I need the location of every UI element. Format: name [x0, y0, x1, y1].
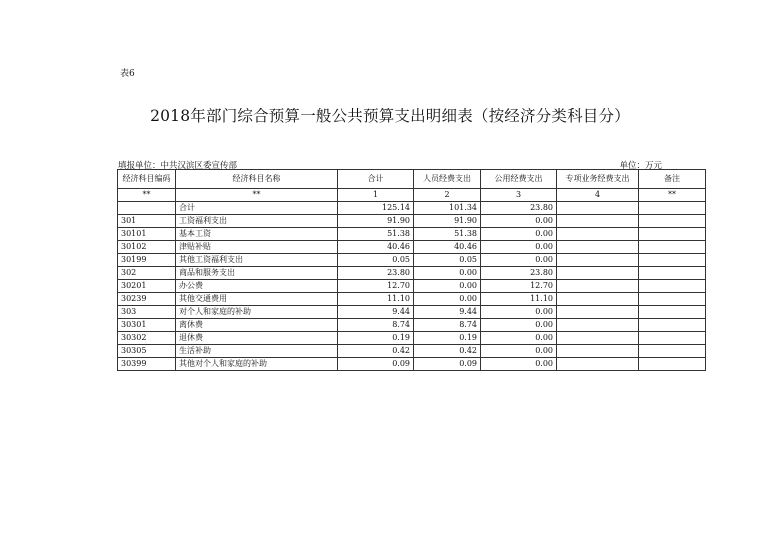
code-cell: 30199	[118, 254, 176, 267]
name-cell: 其他对个人和家庭的补助	[176, 358, 338, 371]
header-cell: 人员经费支出	[414, 170, 481, 189]
total-cell: 91.90	[338, 215, 414, 228]
note-cell	[639, 332, 706, 345]
total-cell: 51.38	[338, 228, 414, 241]
personnel-cell: 0.19	[414, 332, 481, 345]
name-cell: 商品和服务支出	[176, 267, 338, 280]
special-cell	[557, 241, 639, 254]
personnel-cell: 0.00	[414, 293, 481, 306]
note-cell	[639, 267, 706, 280]
special-cell	[557, 202, 639, 215]
expenditure-table	[117, 169, 706, 371]
name-cell: 离休费	[176, 319, 338, 332]
total-cell: 125.14	[338, 202, 414, 215]
table-row	[118, 280, 706, 293]
table-row	[118, 319, 706, 332]
public-cell: 0.00	[481, 228, 557, 241]
code-cell	[118, 202, 176, 215]
special-cell	[557, 306, 639, 319]
code-cell: 30102	[118, 241, 176, 254]
name-cell: 其他工资福利支出	[176, 254, 338, 267]
code-cell: 30302	[118, 332, 176, 345]
header-cell: 备注	[639, 170, 706, 189]
table-row	[118, 202, 706, 215]
name-cell: 对个人和家庭的补助	[176, 306, 338, 319]
index-cell: **	[176, 189, 338, 202]
note-cell	[639, 345, 706, 358]
header-cell: 合计	[338, 170, 414, 189]
public-cell: 0.00	[481, 319, 557, 332]
table-row	[118, 241, 706, 254]
header-cell: 专项业务经费支出	[557, 170, 639, 189]
special-cell	[557, 358, 639, 371]
personnel-cell: 0.00	[414, 280, 481, 293]
table-row	[118, 332, 706, 345]
note-cell	[639, 228, 706, 241]
note-cell	[639, 202, 706, 215]
index-cell: **	[639, 189, 706, 202]
note-cell	[639, 280, 706, 293]
table-number: 表6	[120, 69, 135, 79]
index-row	[118, 189, 706, 202]
total-cell: 23.80	[338, 267, 414, 280]
public-cell: 0.00	[481, 215, 557, 228]
public-cell: 0.00	[481, 332, 557, 345]
note-cell	[639, 254, 706, 267]
personnel-cell: 40.46	[414, 241, 481, 254]
table-row	[118, 228, 706, 241]
index-cell: 2	[414, 189, 481, 202]
special-cell	[557, 280, 639, 293]
table-row	[118, 215, 706, 228]
name-cell: 工资福利支出	[176, 215, 338, 228]
total-cell: 0.05	[338, 254, 414, 267]
currency-unit: 单位：万元	[619, 161, 662, 171]
code-cell: 30305	[118, 345, 176, 358]
public-cell: 23.80	[481, 267, 557, 280]
table-row	[118, 254, 706, 267]
total-cell: 0.09	[338, 358, 414, 371]
total-cell: 0.42	[338, 345, 414, 358]
public-cell: 0.00	[481, 254, 557, 267]
header-cell: 公用经费支出	[481, 170, 557, 189]
personnel-cell: 8.74	[414, 319, 481, 332]
name-cell: 津贴补贴	[176, 241, 338, 254]
index-cell: 4	[557, 189, 639, 202]
code-cell: 301	[118, 215, 176, 228]
reporting-unit: 填报单位：中共汉滨区委宣传部	[118, 161, 238, 171]
page-title: 2018年部门综合预算一般公共预算支出明细表（按经济分类科目分）	[150, 107, 630, 125]
personnel-cell: 0.05	[414, 254, 481, 267]
total-cell: 11.10	[338, 293, 414, 306]
index-cell: 1	[338, 189, 414, 202]
note-cell	[639, 358, 706, 371]
code-cell: 30399	[118, 358, 176, 371]
personnel-cell: 0.09	[414, 358, 481, 371]
code-cell: 30301	[118, 319, 176, 332]
name-cell: 办公费	[176, 280, 338, 293]
name-cell: 生活补助	[176, 345, 338, 358]
personnel-cell: 91.90	[414, 215, 481, 228]
personnel-cell: 101.34	[414, 202, 481, 215]
name-cell: 退休费	[176, 332, 338, 345]
table-row	[118, 306, 706, 319]
name-cell: 其他交通费用	[176, 293, 338, 306]
note-cell	[639, 319, 706, 332]
code-cell: 302	[118, 267, 176, 280]
public-cell: 0.00	[481, 345, 557, 358]
special-cell	[557, 345, 639, 358]
total-cell: 0.19	[338, 332, 414, 345]
special-cell	[557, 267, 639, 280]
special-cell	[557, 254, 639, 267]
public-cell: 23.80	[481, 202, 557, 215]
table-row	[118, 345, 706, 358]
total-cell: 40.46	[338, 241, 414, 254]
note-cell	[639, 293, 706, 306]
index-cell: **	[118, 189, 176, 202]
special-cell	[557, 215, 639, 228]
header-row	[118, 170, 706, 189]
public-cell: 0.00	[481, 358, 557, 371]
public-cell: 0.00	[481, 241, 557, 254]
code-cell: 30201	[118, 280, 176, 293]
table-row	[118, 358, 706, 371]
code-cell: 303	[118, 306, 176, 319]
header-cell: 经济科目名称	[176, 170, 338, 189]
index-cell: 3	[481, 189, 557, 202]
note-cell	[639, 241, 706, 254]
personnel-cell: 51.38	[414, 228, 481, 241]
note-cell	[639, 215, 706, 228]
personnel-cell: 0.00	[414, 267, 481, 280]
special-cell	[557, 228, 639, 241]
total-cell: 8.74	[338, 319, 414, 332]
personnel-cell: 9.44	[414, 306, 481, 319]
total-cell: 9.44	[338, 306, 414, 319]
name-cell: 基本工资	[176, 228, 338, 241]
special-cell	[557, 332, 639, 345]
table-row	[118, 293, 706, 306]
special-cell	[557, 293, 639, 306]
personnel-cell: 0.42	[414, 345, 481, 358]
name-cell: 合计	[176, 202, 338, 215]
public-cell: 11.10	[481, 293, 557, 306]
public-cell: 12.70	[481, 280, 557, 293]
note-cell	[639, 306, 706, 319]
code-cell: 30239	[118, 293, 176, 306]
code-cell: 30101	[118, 228, 176, 241]
header-cell: 经济科目编码	[118, 170, 176, 189]
total-cell: 12.70	[338, 280, 414, 293]
table-row	[118, 267, 706, 280]
special-cell	[557, 319, 639, 332]
public-cell: 0.00	[481, 306, 557, 319]
